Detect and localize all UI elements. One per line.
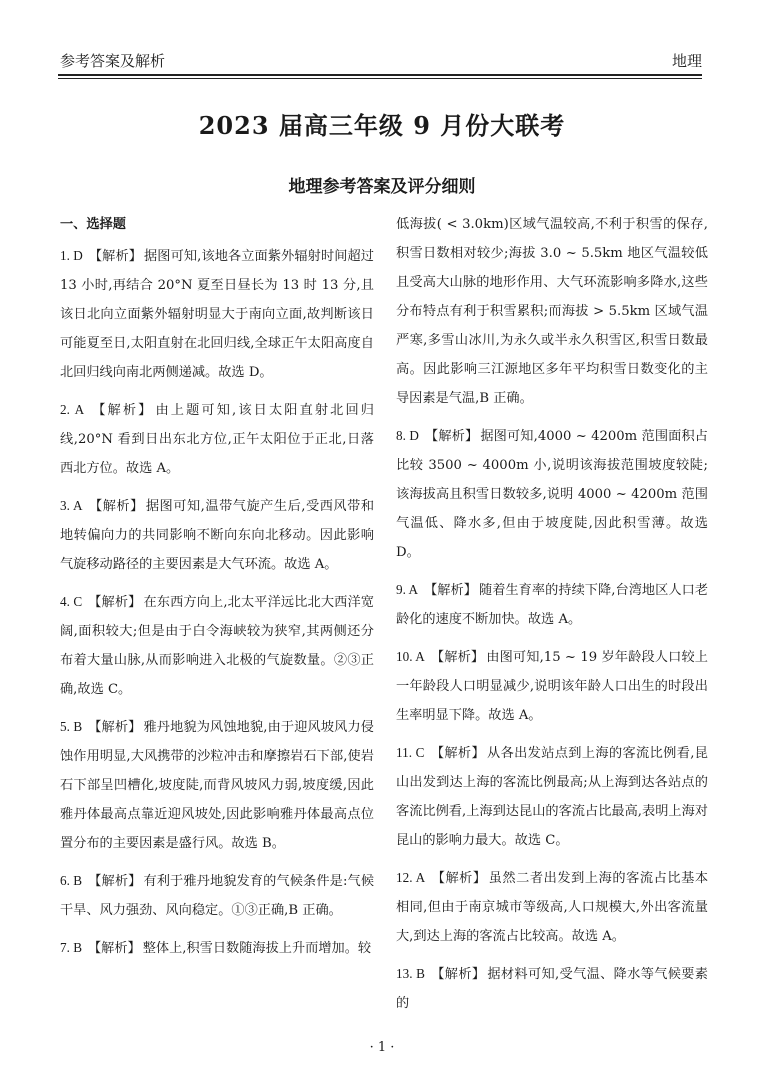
analysis-tag: 【解析】 — [430, 746, 486, 761]
answer-explanation: 由图可知,15 ~ 19 岁年龄段人口较上一年龄段人口明显减少,说明该年龄人口出生的时段出生率明显下降。故选 A。 — [396, 650, 708, 723]
section-heading: 一、选择题 — [60, 217, 126, 232]
answer-item — [396, 642, 708, 730]
answer-number: 5. B — [60, 719, 83, 734]
answer-item — [60, 587, 374, 704]
answer-explanation: 整体上,积雪日数随海拔上升而增加。较 — [142, 941, 372, 956]
analysis-tag: 【解析】 — [424, 583, 477, 598]
answer-number: 9. A — [396, 582, 419, 597]
right-column — [396, 210, 708, 1026]
answer-number: 4. C — [60, 594, 83, 609]
answer-item — [60, 866, 374, 925]
answer-item — [396, 738, 708, 855]
analysis-tag: 【解析】 — [88, 499, 144, 514]
answer-item — [396, 421, 708, 567]
analysis-tag: 【解析】 — [431, 871, 487, 886]
analysis-tag: 【解析】 — [430, 967, 486, 982]
answer-number: 2. A — [60, 402, 85, 417]
answer-explanation: 随着生育率的持续下降,台湾地区人口老龄化的速度不断加快。故选 A。 — [396, 583, 709, 627]
answer-number: 3. A — [60, 498, 83, 513]
answer-number: 12. A — [396, 870, 426, 885]
answer-explanation: 雅丹地貌为风蚀地貌,由于迎风坡风力侵蚀作用明显,大风携带的沙粒冲击和摩擦岩石下部,使岩石下部呈凹槽化,坡度陡,而背风坡风力弱,坡度缓,因此雅丹体最高点靠近迎风坡处,因此影响雅丹体最高点位置分布的主要因素是盛行风。故选 B。 — [60, 720, 374, 851]
analysis-tag: 【解析】 — [88, 249, 143, 264]
answer-explanation: 据材料可知,受气温、降水等气候要素的 — [396, 967, 708, 1011]
answer-explanation: 虽然二者出发到上海的客流占比基本相同,但由于南京城市等级高,人口规模大,外出客流量大,到达上海的客流占比较高。故选 A。 — [396, 871, 709, 944]
header-left-label: 参考答案及解析 — [60, 52, 166, 70]
left-column — [60, 210, 374, 971]
header-subject-label: 地理 — [671, 52, 702, 70]
answer-number: 7. B — [60, 940, 82, 955]
document-title: 2023 届高三年级 9 月份大联考 — [198, 111, 566, 140]
answer-number: 6. B — [60, 873, 83, 888]
analysis-tag: 【解析】 — [90, 403, 154, 418]
answer-item — [60, 712, 374, 858]
answer-item — [396, 863, 708, 951]
answer-explanation: 在东西方向上,北太平洋远比北大西洋宽阔,面积较大;但是由于白令海峡较为狭窄,其两侧还分布着大量山脉,从而影响进入北极的气旋数量。②③正确,故选 C。 — [60, 595, 374, 697]
answer-explanation: 有利于雅丹地貌发育的气候条件是:气候干旱、风力强劲、风向稳定。①③正确,B 正确。 — [60, 874, 375, 918]
answer-item — [60, 933, 374, 963]
header-rule-thick — [58, 74, 702, 76]
analysis-tag: 【解析】 — [88, 720, 142, 735]
header-rule-thin — [58, 78, 702, 79]
document-subtitle: 地理参考答案及评分细则 — [288, 177, 476, 197]
analysis-tag: 【解析】 — [88, 595, 142, 610]
answer-explanation: 由上题可知,该日太阳直射北回归线,20°N 看到日出东北方位,正午太阳位于正北,日落西北方位。故选 A。 — [60, 403, 374, 476]
analysis-tag: 【解析】 — [88, 874, 142, 889]
analysis-tag: 【解析】 — [87, 941, 141, 956]
answer-number: 1. D — [60, 248, 83, 263]
page-number: · 1 · — [369, 1040, 395, 1055]
continued-answer-text: 低海拔( < 3.0km)区域气温较高,不利于积雪的保存,积雪日数相对较少;海拔 3.0 ~ 5.5km 地区气温较低且受高大山脉的地形作用、大气环流影响多降水,这些分布特点有利于积雪累积;而海拔 > 5.5km 区域气温严寒,多雪山冰川,为永久或半永久积雪区,积雪日数最高。因此影响三江源地区多年平均积雪日数变化的主导因素是气温,B 正确。 — [396, 217, 708, 406]
answer-item — [60, 491, 374, 579]
answer-explanation: 据图可知,4000 ~ 4200m 范围面积占比较 3500 ~ 4000m 小,说明该海拔范围坡度较陡;该海拔高且积雪日数较多,说明 4000 ~ 4200m 范围气温低、降水多,但由于坡度陡,因此积雪薄。故选 D。 — [396, 429, 708, 560]
analysis-tag: 【解析】 — [430, 650, 485, 665]
analysis-tag: 【解析】 — [424, 429, 479, 444]
answer-explanation: 据图可知,该地各立面紫外辐射时间超过 13 小时,再结合 20°N 夏至日昼长为 13 时 13 分,且该日北向立面紫外辐射明显大于南向立面,故判断该日可能夏至日,太阳直射在北回归线,全球正午太阳高度自北回归线向南北两侧递减。故选 D。 — [60, 249, 374, 380]
answer-explanation: 据图可知,温带气旋产生后,受西风带和地转偏向力的共同影响不断向东向北移动。因此影响气旋移动路径的主要因素是大气环流。故选 A。 — [60, 499, 375, 572]
answer-number: 10. A — [396, 649, 425, 664]
answer-number: 13. B — [396, 966, 425, 981]
page-header — [58, 46, 702, 72]
answer-item — [396, 575, 708, 634]
answer-item — [60, 241, 374, 387]
answer-number: 11. C — [396, 745, 425, 760]
answer-item — [60, 395, 374, 483]
answer-number: 8. D — [396, 428, 419, 443]
answer-item — [396, 959, 708, 1018]
answer-explanation: 从各出发站点到上海的客流比例看,昆山出发到达上海的客流比例最高;从上海到达各站点的客流比例看,上海到达昆山的客流占比最高,表明上海对昆山的影响力最大。故选 C。 — [396, 746, 708, 848]
